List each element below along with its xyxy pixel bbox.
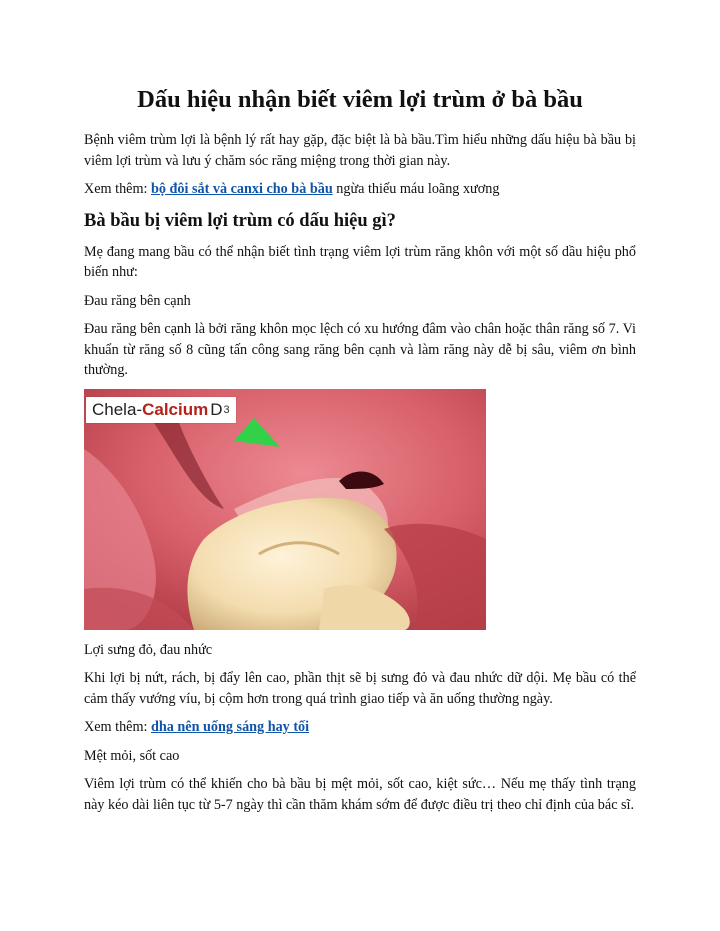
see-more-1-link[interactable]: bộ đôi sắt và canxi cho bà bầu [150, 181, 333, 197]
see-more-1 [84, 179, 636, 200]
intro-paragraph: Bệnh viêm trùm lợi là bệnh lý rất hay gặp, đặc biệt là bà bầu.Tìm hiểu những dấu hiệu bà bầu bị viêm lợi trùm và lưu ý chăm sóc răng miệng trong thời gian này. [84, 132, 636, 169]
see-more-1-suffix: ngừa thiếu máu loãng xương [332, 181, 500, 197]
item-2-title: Lợi sưng đỏ, đau nhức [84, 641, 213, 658]
see-more-1-prefix: Xem thêm: [84, 181, 151, 197]
see-more-2-link[interactable]: dha nên uống sáng hay tối [150, 719, 310, 735]
page-title: Dấu hiệu nhận biết viêm lợi trùm ở bà bầu [137, 86, 583, 113]
brand-suffix: D [210, 399, 223, 419]
brand-watermark [86, 397, 236, 423]
gum-inflammation-photo [84, 389, 486, 630]
brand-prefix: Chela- [92, 399, 143, 419]
see-more-2 [84, 717, 636, 738]
gum-photo-illustration [84, 389, 486, 630]
section-intro: Mẹ đang mang bầu có thể nhận biết tình trạng viêm lợi trùm răng khôn với một số dầu hiệu phổ biến như: [84, 243, 636, 280]
item-1-title: Đau răng bên cạnh [84, 292, 191, 309]
item-3-title: Mệt mỏi, sốt cao [84, 747, 180, 764]
document-page [84, 84, 636, 823]
brand-highlight: Calcium [142, 399, 209, 419]
see-more-2-prefix: Xem thêm: [84, 719, 151, 735]
item-2-body: Khi lợi bị nứt, rách, bị đẩy lên cao, phần thịt sẽ bị sưng đỏ và đau nhức dữ dội. Mẹ bầu có thể cảm thấy vướng víu, bị cộm hơn trong quá trình giao tiếp và ăn uống thường ngày. [84, 670, 636, 707]
brand-subscript: 3 [223, 403, 230, 416]
item-3-body: Viêm lợi trùm có thể khiến cho bà bầu bị mệt mỏi, sốt cao, kiệt sức… Nếu mẹ thấy tình trạng này kéo dài liên tục từ 5-7 ngày thì cần thăm khám sớm để được điều trị theo chỉ định của bác sĩ. [84, 776, 636, 813]
item-1-body: Đau răng bên cạnh là bởi răng khôn mọc lệch có xu hướng đâm vào chân hoặc thân răng số 7. Vi khuẩn từ răng số 8 cũng tấn công sang răng bên cạnh và làm răng này dễ bị sâu, viêm ơn bình thường. [84, 321, 636, 378]
section-heading: Bà bầu bị viêm lợi trùm có dấu hiệu gì? [84, 210, 396, 231]
